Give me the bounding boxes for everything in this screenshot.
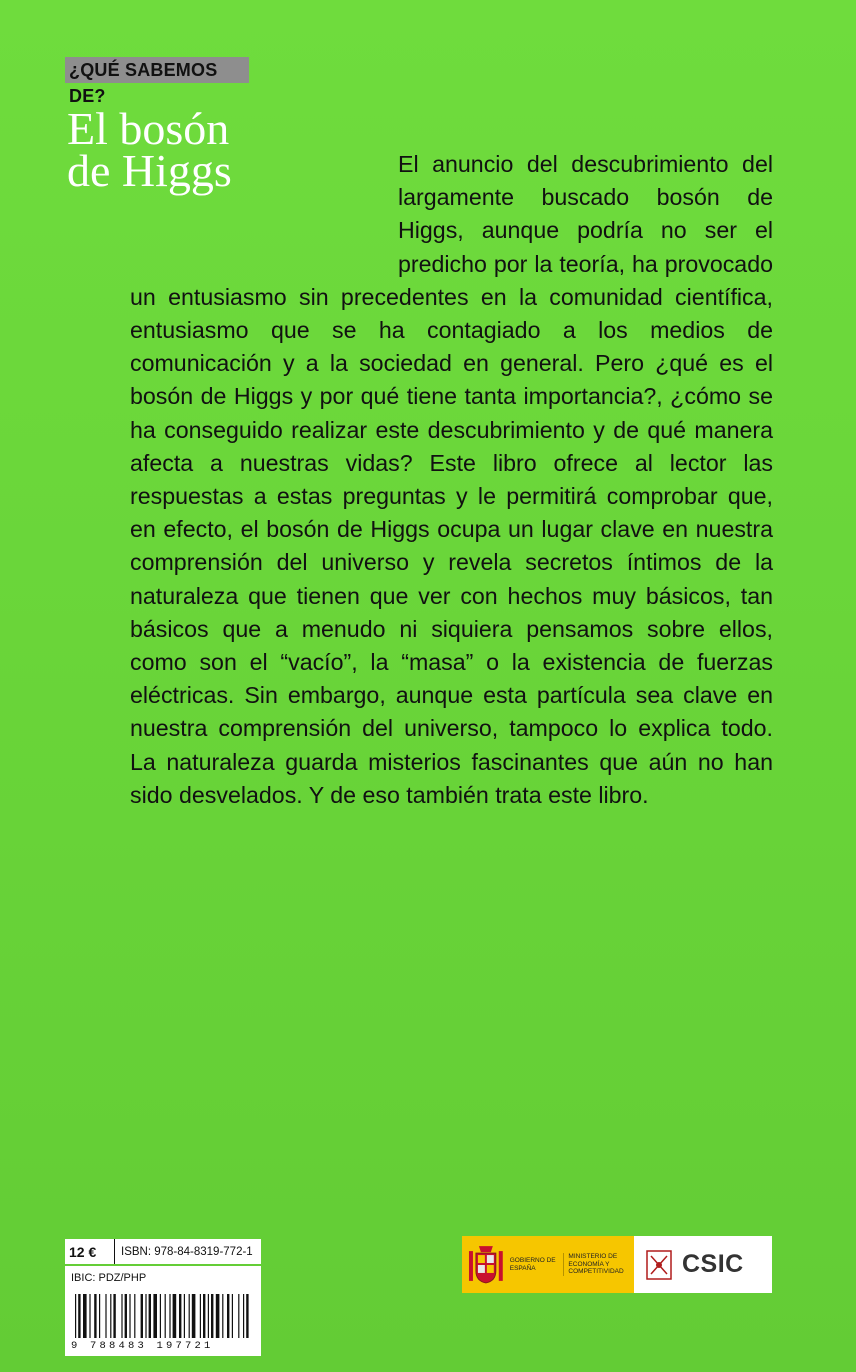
series-tag: ¿QUÉ SABEMOS DE? [65, 57, 249, 83]
csic-logo [634, 1236, 772, 1293]
barcode-digits: 9 788483 197721 [71, 1340, 214, 1352]
ibic-code: IBIC: PDZ/PHP [71, 1272, 147, 1284]
publisher-logos [462, 1236, 772, 1293]
blurb [130, 148, 773, 812]
gobierno-label: GOBIERNO DE ESPAÑA [509, 1257, 556, 1272]
title-line-2: de Higgs [67, 145, 232, 196]
title-spacer [130, 148, 398, 248]
coat-of-arms-icon [466, 1243, 506, 1287]
csic-label: CSIC [682, 1250, 744, 1278]
csic-emblem-icon [646, 1250, 672, 1280]
price: 12 € [65, 1239, 115, 1264]
isbn: ISBN: 978-84-8319-772-1 [121, 1245, 253, 1258]
blurb-paragraph: El anuncio del descubrimiento del largamente buscado bosón de Higgs, aunque podría no ser el predicho por la teoría, ha provocado un entusiasmo sin precedentes en la comunidad científica, entusiasmo que se ha contagiado a los medios de comunicación y a la sociedad en general. Pero ¿qué es el bosón de Higgs y por qué tiene tanta importancia?, ¿cómo se ha conseguido realizar este descubrimiento y de qué manera afecta a nuestras vidas? Este libro ofrece al lector las respuestas a estas preguntas y le permitirá comprobar que, en efecto, el bosón de Higgs ocupa un lugar clave en nuestra comprensión del universo y revela secretos íntimos de la naturaleza que tienen que ver con hechos muy básicos, tan básicos que a menudo ni siquiera pensamos sobre ellos, como son el “vacío”, la “masa” o la existencia de fuerzas eléctricas. Sin embargo, aunque esta partícula sea clave en nuestra comprensión del universo, tampoco lo explica todo. La naturaleza guarda misterios fascinantes que aún no han sido desvelados. Y de eso también trata este libro. [130, 151, 773, 808]
barcode-icon [73, 1294, 253, 1338]
gobierno-logo [462, 1236, 634, 1293]
ministerio-label: MINISTERIO DE ECONOMÍA Y COMPETITIVIDAD [563, 1253, 634, 1276]
price-isbn-box [65, 1239, 261, 1264]
barcode-box [65, 1266, 261, 1356]
title-line-1: El bosón [67, 103, 230, 154]
